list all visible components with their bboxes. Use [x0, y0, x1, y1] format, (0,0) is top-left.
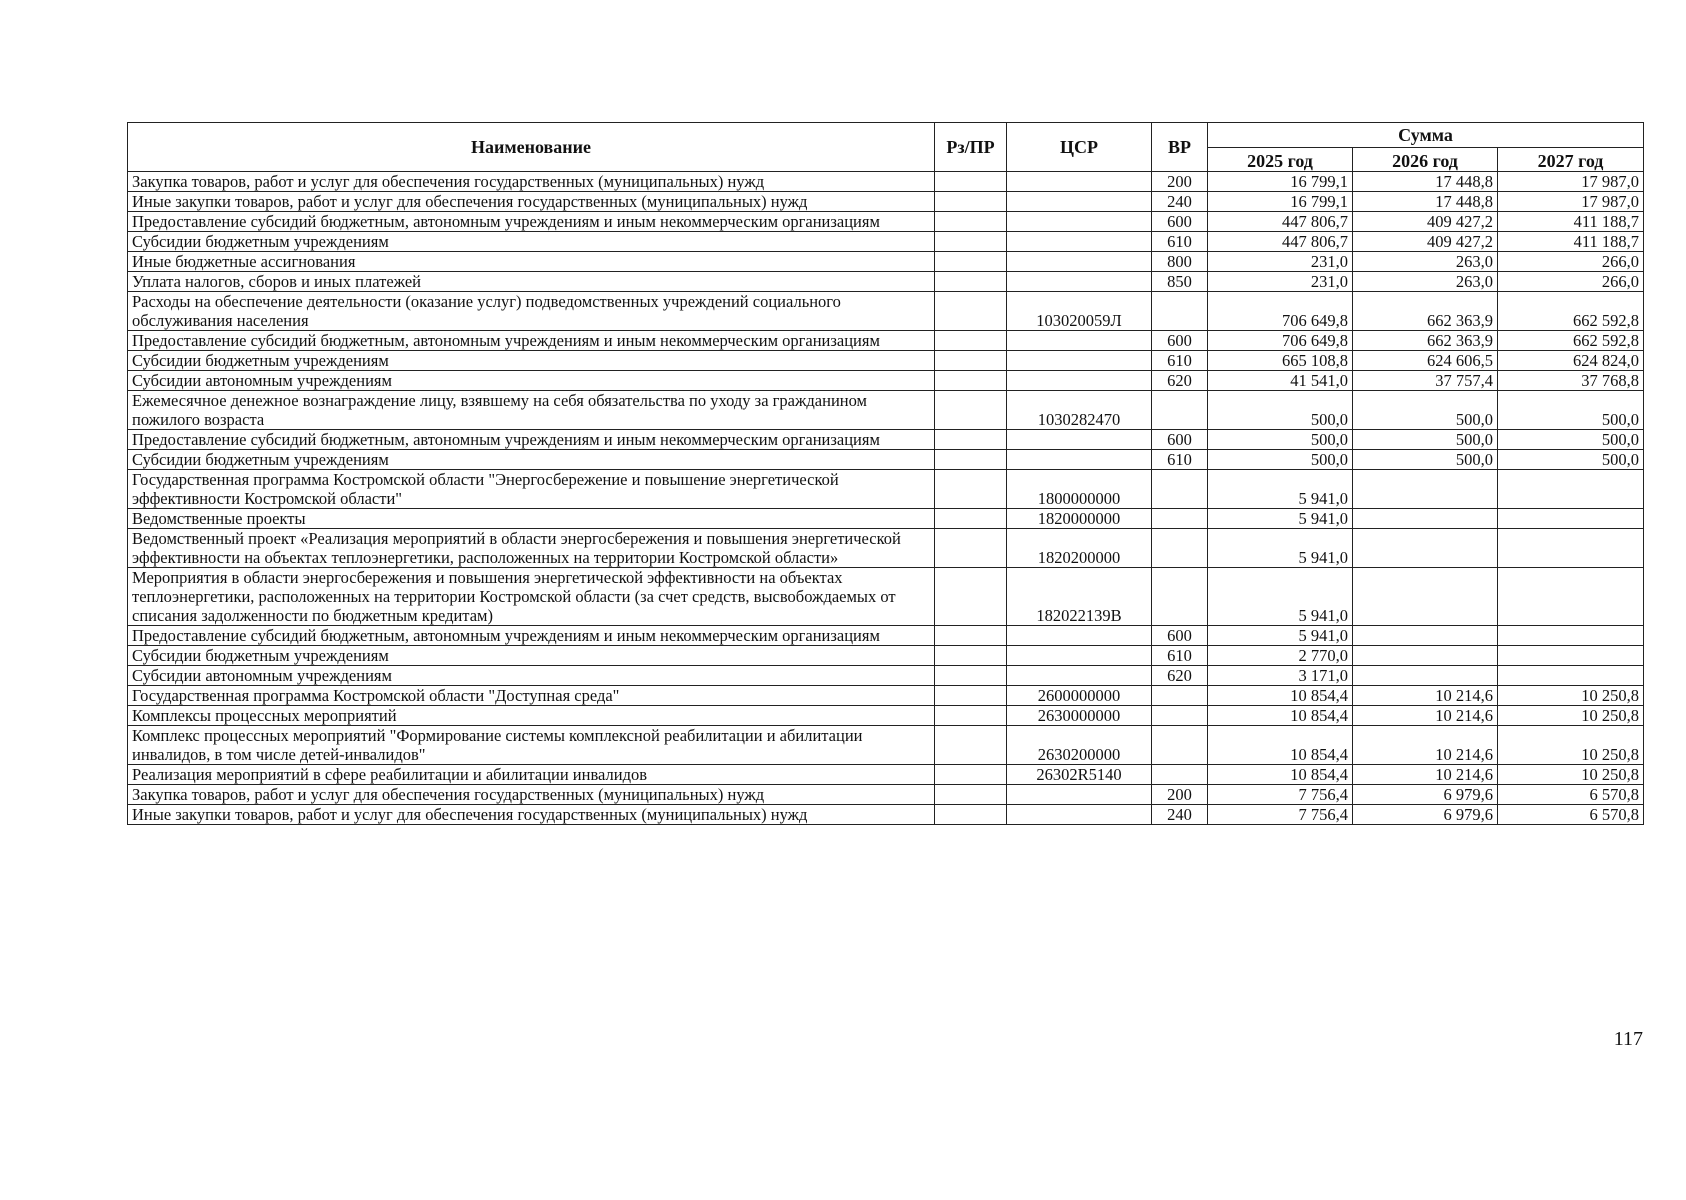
table-row	[128, 272, 1644, 292]
row-vr	[1152, 686, 1208, 706]
row-csr: 2630200000	[1007, 726, 1152, 765]
row-csr	[1007, 626, 1152, 646]
row-name: Субсидии бюджетным учреждениям	[128, 450, 935, 470]
row-rz	[935, 726, 1007, 765]
row-name: Субсидии автономным учреждениям	[128, 371, 935, 391]
row-sum-2025: 7 756,4	[1208, 805, 1353, 825]
row-vr	[1152, 568, 1208, 626]
row-sum-2027: 500,0	[1498, 391, 1644, 430]
row-name: Субсидии бюджетным учреждениям	[128, 646, 935, 666]
row-sum-2026: 662 363,9	[1353, 292, 1498, 331]
row-rz	[935, 568, 1007, 626]
row-name: Предоставление субсидий бюджетным, автономным учреждениям и иным некоммерческим организациям	[128, 626, 935, 646]
row-rz	[935, 805, 1007, 825]
row-csr	[1007, 450, 1152, 470]
row-sum-2027	[1498, 470, 1644, 509]
row-vr	[1152, 292, 1208, 331]
row-sum-2026: 624 606,5	[1353, 351, 1498, 371]
row-vr: 850	[1152, 272, 1208, 292]
table-header	[128, 123, 1644, 172]
row-name: Комплексы процессных мероприятий	[128, 706, 935, 726]
row-sum-2026: 500,0	[1353, 430, 1498, 450]
row-csr	[1007, 430, 1152, 450]
row-name: Уплата налогов, сборов и иных платежей	[128, 272, 935, 292]
row-csr: 2630000000	[1007, 706, 1152, 726]
row-name: Закупка товаров, работ и услуг для обеспечения государственных (муниципальных) нужд	[128, 785, 935, 805]
row-csr: 1820000000	[1007, 509, 1152, 529]
row-sum-2027: 17 987,0	[1498, 172, 1644, 192]
row-sum-2026	[1353, 568, 1498, 626]
header-year-2026: 2026 год	[1353, 148, 1498, 172]
row-name: Реализация мероприятий в сфере реабилитации и абилитации инвалидов	[128, 765, 935, 785]
row-sum-2027: 500,0	[1498, 430, 1644, 450]
row-sum-2025: 500,0	[1208, 391, 1353, 430]
table-body	[128, 172, 1644, 825]
row-sum-2026	[1353, 509, 1498, 529]
row-csr	[1007, 192, 1152, 212]
row-rz	[935, 252, 1007, 272]
row-vr	[1152, 470, 1208, 509]
row-name: Закупка товаров, работ и услуг для обеспечения государственных (муниципальных) нужд	[128, 172, 935, 192]
row-rz	[935, 529, 1007, 568]
row-csr	[1007, 805, 1152, 825]
row-name: Предоставление субсидий бюджетным, автономным учреждениям и иным некоммерческим организациям	[128, 212, 935, 232]
row-sum-2027: 6 570,8	[1498, 805, 1644, 825]
row-name: Предоставление субсидий бюджетным, автономным учреждениям и иным некоммерческим организациям	[128, 430, 935, 450]
row-sum-2026: 6 979,6	[1353, 785, 1498, 805]
row-rz	[935, 391, 1007, 430]
row-csr: 182022139В	[1007, 568, 1152, 626]
row-name: Комплекс процессных мероприятий "Формирование системы комплексной реабилитации и абилитации инвалидов, в том числе детей-инвалидов"	[128, 726, 935, 765]
row-sum-2026: 500,0	[1353, 391, 1498, 430]
row-csr	[1007, 172, 1152, 192]
row-vr: 240	[1152, 805, 1208, 825]
row-sum-2026: 500,0	[1353, 450, 1498, 470]
row-rz	[935, 706, 1007, 726]
row-vr	[1152, 529, 1208, 568]
row-sum-2026: 17 448,8	[1353, 192, 1498, 212]
row-csr: 26302R5140	[1007, 765, 1152, 785]
table-row	[128, 805, 1644, 825]
header-year-2027: 2027 год	[1498, 148, 1644, 172]
table-row	[128, 212, 1644, 232]
table-row	[128, 646, 1644, 666]
table-row	[128, 529, 1644, 568]
row-sum-2027: 266,0	[1498, 272, 1644, 292]
row-sum-2027: 10 250,8	[1498, 706, 1644, 726]
table-row	[128, 430, 1644, 450]
table-row	[128, 626, 1644, 646]
table-row	[128, 331, 1644, 351]
table-row	[128, 470, 1644, 509]
page-number: 117	[1613, 1028, 1643, 1050]
row-sum-2027	[1498, 568, 1644, 626]
table-row	[128, 371, 1644, 391]
row-name: Государственная программа Костромской области "Энергосбережение и повышение энергетической эффективности Костромской области"	[128, 470, 935, 509]
row-sum-2026	[1353, 646, 1498, 666]
row-sum-2025: 41 541,0	[1208, 371, 1353, 391]
row-vr: 240	[1152, 192, 1208, 212]
row-sum-2025: 7 756,4	[1208, 785, 1353, 805]
table-row	[128, 232, 1644, 252]
row-rz	[935, 430, 1007, 450]
row-sum-2026: 10 214,6	[1353, 765, 1498, 785]
table-row	[128, 292, 1644, 331]
row-sum-2027: 662 592,8	[1498, 292, 1644, 331]
row-sum-2027: 624 824,0	[1498, 351, 1644, 371]
row-rz	[935, 765, 1007, 785]
row-sum-2027: 10 250,8	[1498, 686, 1644, 706]
row-sum-2027	[1498, 529, 1644, 568]
table-row	[128, 785, 1644, 805]
header-name: Наименование	[128, 123, 935, 172]
table-row	[128, 450, 1644, 470]
table-row	[128, 568, 1644, 626]
header-rz: Рз/ПР	[935, 123, 1007, 172]
row-sum-2027: 17 987,0	[1498, 192, 1644, 212]
row-sum-2027: 37 768,8	[1498, 371, 1644, 391]
row-name: Предоставление субсидий бюджетным, автономным учреждениям и иным некоммерческим организациям	[128, 331, 935, 351]
row-sum-2025: 706 649,8	[1208, 331, 1353, 351]
row-name: Ежемесячное денежное вознаграждение лицу, взявшему на себя обязательства по уходу за гражданином пожилого возраста	[128, 391, 935, 430]
row-name: Расходы на обеспечение деятельности (оказание услуг) подведомственных учреждений социального обслуживания населения	[128, 292, 935, 331]
row-sum-2025: 500,0	[1208, 450, 1353, 470]
row-sum-2026: 6 979,6	[1353, 805, 1498, 825]
row-sum-2025: 5 941,0	[1208, 509, 1353, 529]
row-csr: 2600000000	[1007, 686, 1152, 706]
row-csr: 103020059Л	[1007, 292, 1152, 331]
row-vr	[1152, 765, 1208, 785]
table-row	[128, 252, 1644, 272]
row-csr	[1007, 371, 1152, 391]
row-sum-2026	[1353, 470, 1498, 509]
table-row	[128, 172, 1644, 192]
row-sum-2026	[1353, 666, 1498, 686]
row-sum-2025: 231,0	[1208, 272, 1353, 292]
row-name: Ведомственные проекты	[128, 509, 935, 529]
row-sum-2026: 263,0	[1353, 252, 1498, 272]
row-sum-2025: 10 854,4	[1208, 686, 1353, 706]
table-row	[128, 706, 1644, 726]
row-sum-2027: 266,0	[1498, 252, 1644, 272]
row-name: Государственная программа Костромской области "Доступная среда"	[128, 686, 935, 706]
row-sum-2026: 10 214,6	[1353, 686, 1498, 706]
row-sum-2025: 16 799,1	[1208, 192, 1353, 212]
row-rz	[935, 686, 1007, 706]
row-sum-2025: 447 806,7	[1208, 212, 1353, 232]
row-sum-2025: 16 799,1	[1208, 172, 1353, 192]
row-sum-2025: 10 854,4	[1208, 726, 1353, 765]
row-sum-2026: 409 427,2	[1353, 232, 1498, 252]
row-sum-2025: 5 941,0	[1208, 470, 1353, 509]
row-sum-2027: 6 570,8	[1498, 785, 1644, 805]
row-rz	[935, 232, 1007, 252]
row-vr: 620	[1152, 371, 1208, 391]
header-sum: Сумма	[1208, 123, 1644, 148]
row-sum-2027	[1498, 666, 1644, 686]
row-vr: 610	[1152, 232, 1208, 252]
row-rz	[935, 626, 1007, 646]
table-row	[128, 726, 1644, 765]
row-sum-2026	[1353, 529, 1498, 568]
table-row	[128, 351, 1644, 371]
row-sum-2027: 10 250,8	[1498, 765, 1644, 785]
row-rz	[935, 331, 1007, 351]
row-vr: 620	[1152, 666, 1208, 686]
row-rz	[935, 292, 1007, 331]
row-sum-2025: 5 941,0	[1208, 626, 1353, 646]
row-sum-2027: 10 250,8	[1498, 726, 1644, 765]
row-csr	[1007, 666, 1152, 686]
row-rz	[935, 192, 1007, 212]
row-sum-2025: 5 941,0	[1208, 529, 1353, 568]
row-sum-2025: 2 770,0	[1208, 646, 1353, 666]
row-sum-2025: 3 171,0	[1208, 666, 1353, 686]
row-sum-2025: 5 941,0	[1208, 568, 1353, 626]
row-rz	[935, 509, 1007, 529]
row-sum-2026: 409 427,2	[1353, 212, 1498, 232]
row-vr: 610	[1152, 351, 1208, 371]
row-rz	[935, 371, 1007, 391]
row-sum-2025: 231,0	[1208, 252, 1353, 272]
row-sum-2027: 411 188,7	[1498, 232, 1644, 252]
row-csr: 1820200000	[1007, 529, 1152, 568]
row-sum-2026: 263,0	[1353, 272, 1498, 292]
row-sum-2026	[1353, 626, 1498, 646]
row-vr: 600	[1152, 212, 1208, 232]
table-row	[128, 765, 1644, 785]
row-rz	[935, 272, 1007, 292]
row-sum-2026: 10 214,6	[1353, 706, 1498, 726]
row-name: Иные закупки товаров, работ и услуг для обеспечения государственных (муниципальных) нужд	[128, 805, 935, 825]
row-vr	[1152, 391, 1208, 430]
table-row	[128, 666, 1644, 686]
row-name: Иные закупки товаров, работ и услуг для обеспечения государственных (муниципальных) нужд	[128, 192, 935, 212]
row-rz	[935, 785, 1007, 805]
row-vr	[1152, 706, 1208, 726]
row-sum-2026: 10 214,6	[1353, 726, 1498, 765]
row-csr: 1030282470	[1007, 391, 1152, 430]
row-csr	[1007, 252, 1152, 272]
table-row	[128, 192, 1644, 212]
header-year-2025: 2025 год	[1208, 148, 1353, 172]
row-rz	[935, 646, 1007, 666]
row-vr: 800	[1152, 252, 1208, 272]
row-sum-2027	[1498, 509, 1644, 529]
row-rz	[935, 212, 1007, 232]
row-csr	[1007, 212, 1152, 232]
row-sum-2026: 662 363,9	[1353, 331, 1498, 351]
header-vr: ВР	[1152, 123, 1208, 172]
row-csr: 1800000000	[1007, 470, 1152, 509]
row-vr: 600	[1152, 331, 1208, 351]
row-name: Мероприятия в области энергосбережения и повышения энергетической эффективности на объектах теплоэнергетики, расположенных на территории Костромской области (за счет средств, высвобождаемых от списания задолженности по бюджетным кредитам)	[128, 568, 935, 626]
row-rz	[935, 351, 1007, 371]
row-name: Иные бюджетные ассигнования	[128, 252, 935, 272]
row-sum-2027	[1498, 626, 1644, 646]
row-vr: 200	[1152, 172, 1208, 192]
row-csr	[1007, 272, 1152, 292]
row-sum-2025: 665 108,8	[1208, 351, 1353, 371]
row-sum-2025: 10 854,4	[1208, 765, 1353, 785]
row-sum-2025: 500,0	[1208, 430, 1353, 450]
row-sum-2025: 447 806,7	[1208, 232, 1353, 252]
row-sum-2027	[1498, 646, 1644, 666]
table-row	[128, 391, 1644, 430]
table-row	[128, 509, 1644, 529]
row-vr: 600	[1152, 430, 1208, 450]
row-vr	[1152, 726, 1208, 765]
row-name: Субсидии бюджетным учреждениям	[128, 351, 935, 371]
header-csr: ЦСР	[1007, 123, 1152, 172]
row-sum-2027: 662 592,8	[1498, 331, 1644, 351]
row-rz	[935, 470, 1007, 509]
row-sum-2026: 17 448,8	[1353, 172, 1498, 192]
row-rz	[935, 666, 1007, 686]
row-rz	[935, 450, 1007, 470]
row-csr	[1007, 646, 1152, 666]
row-name: Субсидии автономным учреждениям	[128, 666, 935, 686]
table-row	[128, 686, 1644, 706]
row-rz	[935, 172, 1007, 192]
row-vr: 200	[1152, 785, 1208, 805]
row-vr	[1152, 509, 1208, 529]
row-sum-2025: 706 649,8	[1208, 292, 1353, 331]
row-sum-2027: 500,0	[1498, 450, 1644, 470]
row-vr: 610	[1152, 450, 1208, 470]
row-vr: 610	[1152, 646, 1208, 666]
row-csr	[1007, 331, 1152, 351]
budget-table	[127, 122, 1644, 825]
row-sum-2026: 37 757,4	[1353, 371, 1498, 391]
row-vr: 600	[1152, 626, 1208, 646]
row-sum-2025: 10 854,4	[1208, 706, 1353, 726]
row-csr	[1007, 785, 1152, 805]
row-name: Субсидии бюджетным учреждениям	[128, 232, 935, 252]
row-sum-2027: 411 188,7	[1498, 212, 1644, 232]
row-csr	[1007, 351, 1152, 371]
row-csr	[1007, 232, 1152, 252]
row-name: Ведомственный проект «Реализация мероприятий в области энергосбережения и повышения энергетической эффективности на объектах теплоэнергетики, расположенных на территории Костромской области»	[128, 529, 935, 568]
